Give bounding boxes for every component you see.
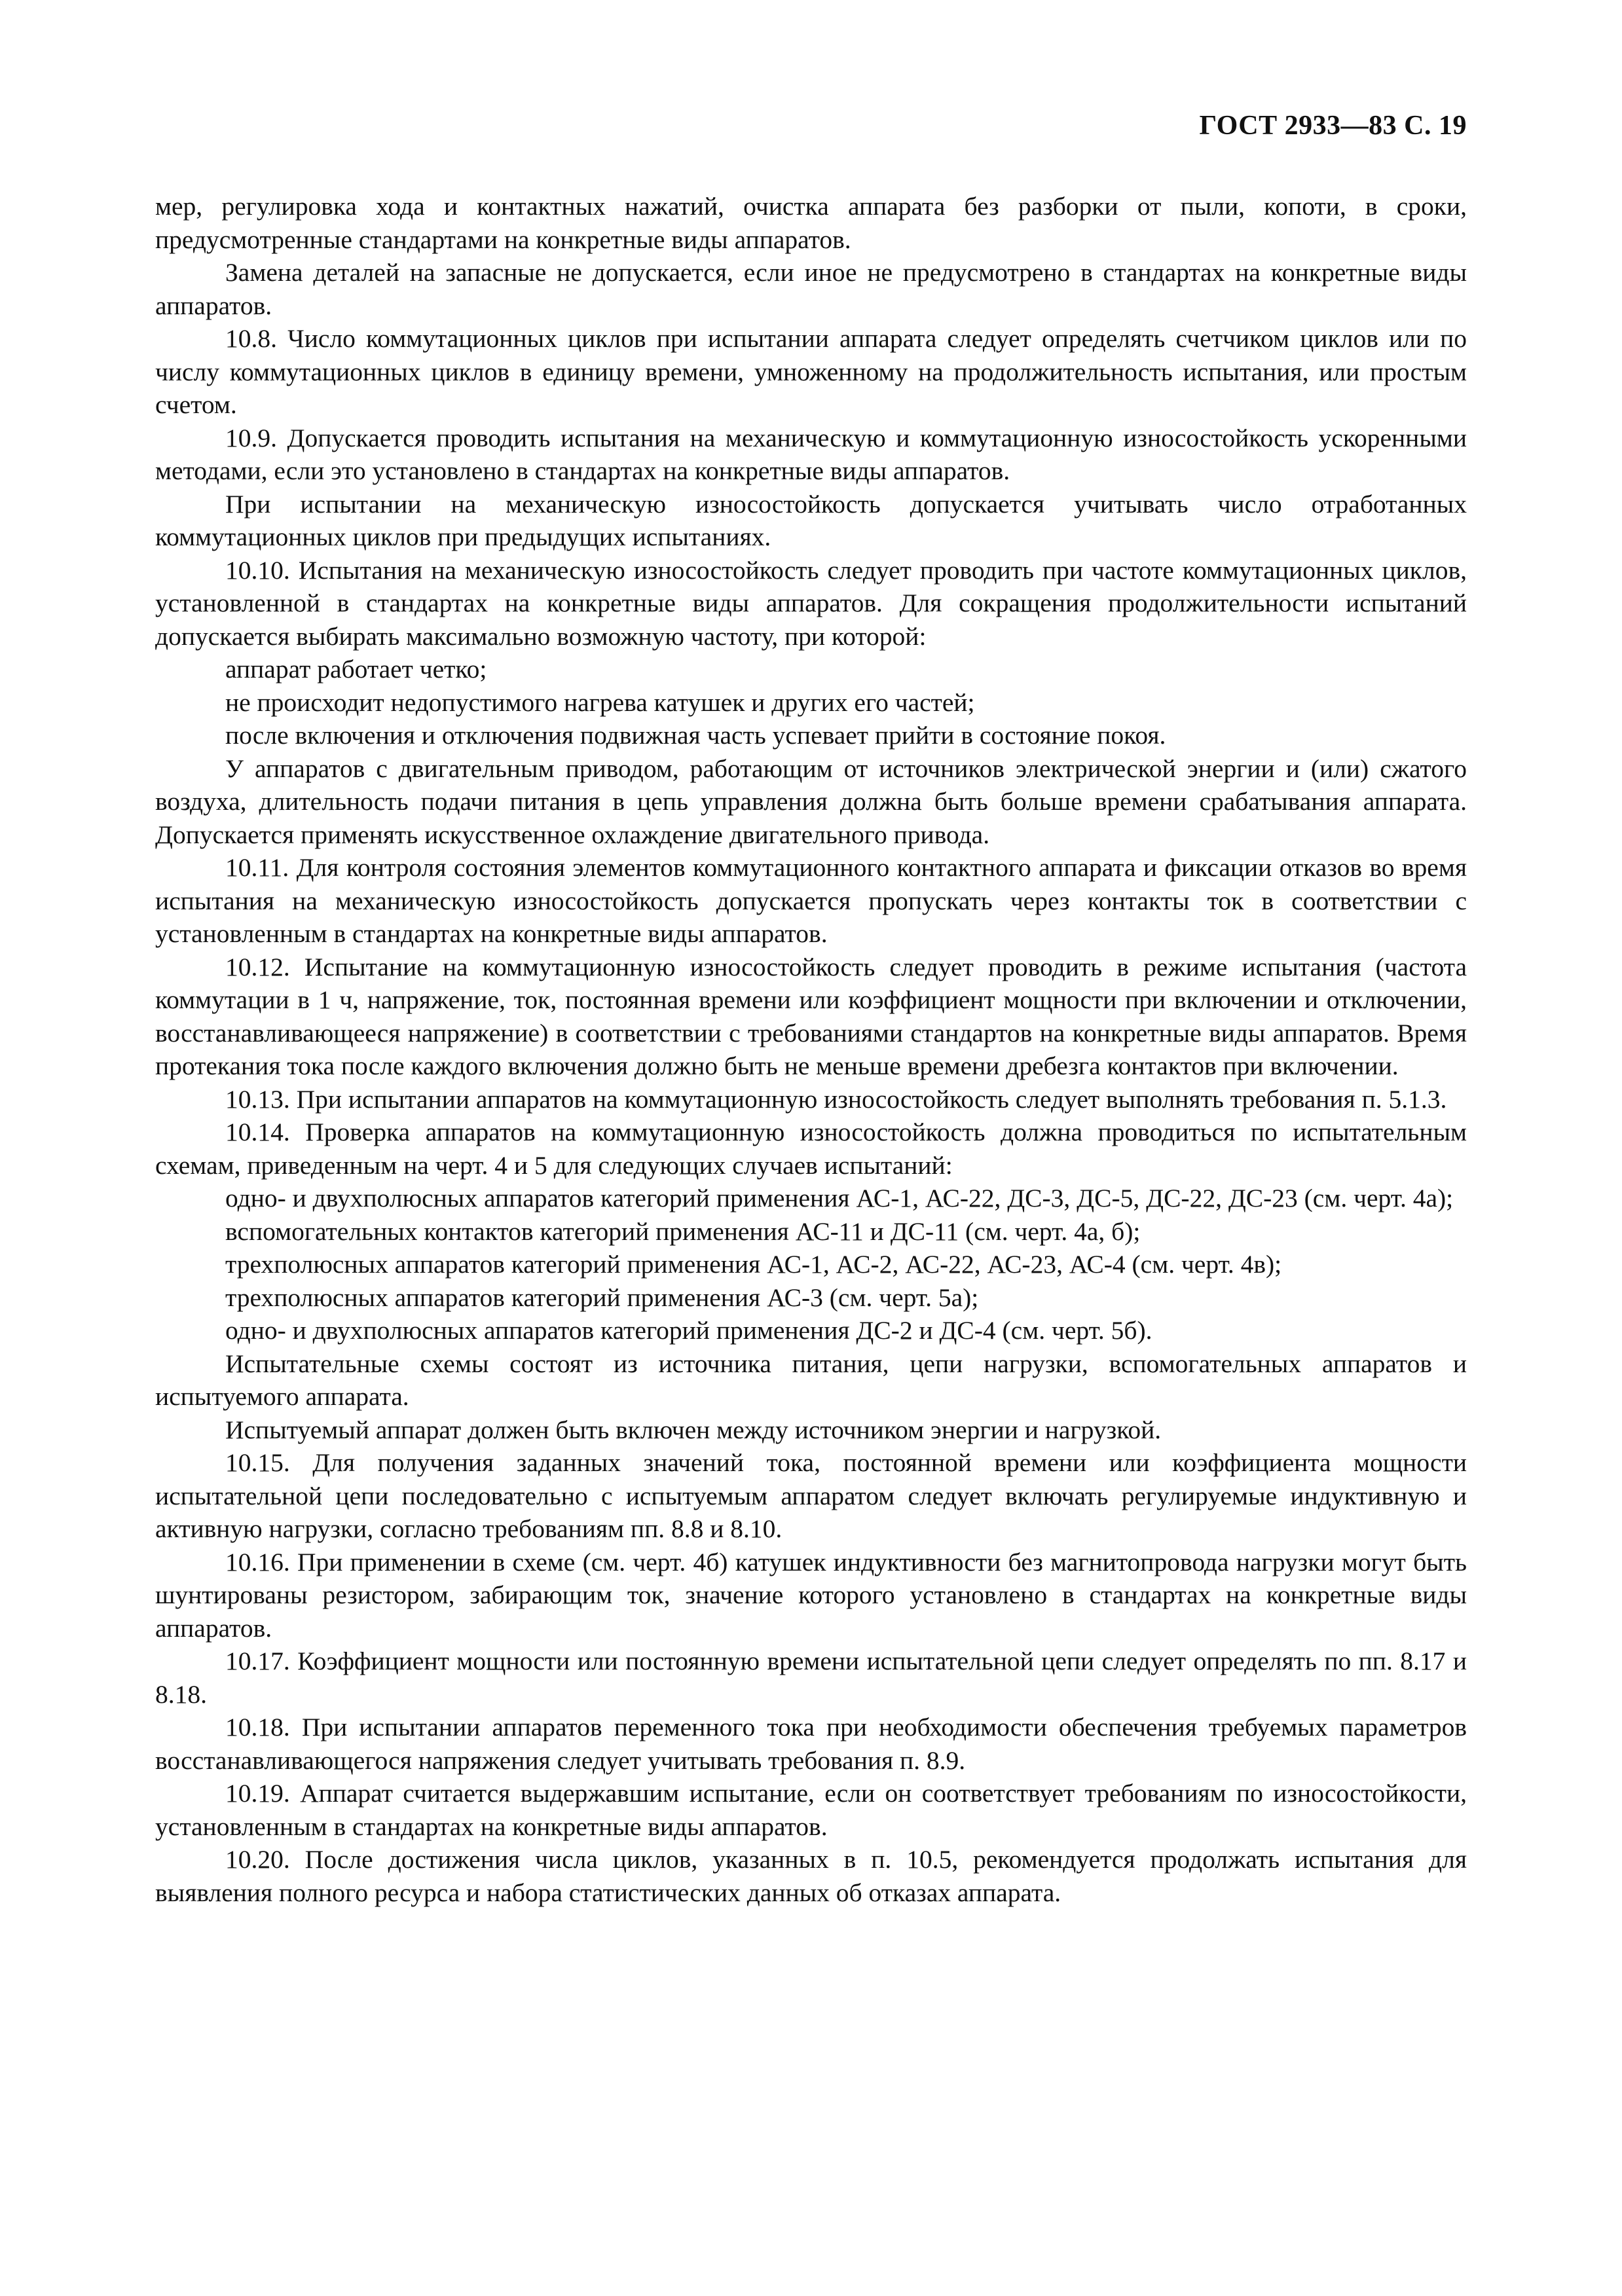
paragraph-10-10: 10.10. Испытания на механическую износостойкость следует проводить при частоте коммутационных циклов, установленной в стандартах на конкретные виды аппаратов. Для сокращения продолжительности испытаний допускается выбирать максимально возможную частоту, при которой: [155,555,1467,651]
paragraph: Замена деталей на запасные не допускается, если иное не предусмотрено в стандартах на конкретные виды аппаратов. [155,258,1467,320]
list-item: вспомогательных контактов категорий применения АС-11 и ДС-11 (см. черт. 4а, б); [225,1216,1141,1246]
paragraph-10-9: 10.9. Допускается проводить испытания на механическую и коммутационную износостойкость ускоренными методами, если это установлено в стандартах на конкретные виды аппаратов. [155,423,1467,485]
paragraph: Испытуемый аппарат должен быть включен между источником энергии и нагрузкой. [225,1415,1162,1444]
list-item: трехполюсных аппаратов категорий применения АС-1, АС-2, АС-22, АС-23, АС-4 (см. черт. 4в); [225,1250,1282,1279]
paragraph-10-19: 10.19. Аппарат считается выдержавшим испытание, если он соответствует требованиям по износостойкости, установленным в стандартах на конкретные виды аппаратов. [155,1779,1467,1841]
paragraph-10-18: 10.18. При испытании аппаратов переменного тока при необходимости обеспечения требуемых параметров восстанавливающегося напряжения следует учитывать требования п. 8.9. [155,1713,1467,1775]
paragraph: мер, регулировка хода и контактных нажатий, очистка аппарата без разборки от пыли, копоти, в сроки, предусмотренные стандартами на конкретные виды аппаратов. [155,192,1467,254]
list-item: не происходит недопустимого нагрева катушек и других его частей; [225,687,975,717]
paragraph: У аппаратов с двигательным приводом, работающим от источников электрической энергии и (или) сжатого воздуха, длительность подачи питания в цепь управления должна быть больше времени срабатывания аппарата. Допускается применять искусственное охлаждение двигательного привода. [155,754,1467,849]
document-body [155,190,1467,1909]
paragraph: Испытательные схемы состоят из источника питания, цепи нагрузки, вспомогательных аппаратов и испытуемого аппарата. [155,1349,1467,1411]
paragraph-10-12: 10.12. Испытание на коммутационную износостойкость следует проводить в режиме испытания (частота коммутации в 1 ч, напряжение, ток, постоянная времени или коэффициент мощности при включении и отключении, восстанавливающееся напряжение) в соответствии с требованиями стандартов на конкретные виды аппаратов. Время протекания тока после каждого включения должно быть не меньше времени дребезга контактов при включении. [155,952,1467,1080]
list-item: одно- и двухполюсных аппаратов категорий применения ДС-2 и ДС-4 (см. черт. 5б). [225,1316,1152,1345]
paragraph-10-16: 10.16. При применении в схеме (см. черт. 4б) катушек индуктивности без магнитопровода нагрузки могут быть шунтированы резистором, забирающим ток, значение которого установлено в стандартах на конкретные виды аппаратов. [155,1547,1467,1643]
list-item: трехполюсных аппаратов категорий применения АС-3 (см. черт. 5а); [225,1283,979,1312]
list-item: аппарат работает четко; [225,655,487,683]
paragraph-10-17: 10.17. Коэффициент мощности или постоянную времени испытательной цепи следует определять по пп. 8.17 и 8.18. [155,1647,1467,1709]
paragraph-10-11: 10.11. Для контроля состояния элементов коммутационного контактного аппарата и фиксации отказов во время испытания на механическую износостойкость допускается пропускать через контакты ток в соответствии с установленным в стандартах на конкретные виды аппаратов. [155,853,1467,948]
paragraph-10-20: 10.20. После достижения числа циклов, указанных в п. 10.5, рекомендуется продолжать испытания для выявления полного ресурса и набора статистических данных об отказах аппарата. [155,1845,1467,1907]
paragraph-10-8: 10.8. Число коммутационных циклов при испытании аппарата следует определять счетчиком циклов или по числу коммутационных циклов в единицу времени, умноженному на продолжительность испытания, или простым счетом. [155,324,1467,419]
paragraph-10-14: 10.14. Проверка аппаратов на коммутационную износостойкость должна проводиться по испытательным схемам, приведенным на черт. 4 и 5 для следующих случаев испытаний: [155,1118,1467,1180]
list-item: одно- и двухполюсных аппаратов категорий применения АС-1, АС-22, ДС-3, ДС-5, ДС-22, ДС-23 (см. черт. 4а); [225,1184,1454,1212]
paragraph-10-15: 10.15. Для получения заданных значений тока, постоянной времени или коэффициента мощности испытательной цепи последовательно с испытуемым аппаратом следует включать регулируемые индуктивную и активную нагрузки, согласно требованиям пп. 8.8 и 8.10. [155,1448,1467,1543]
paragraph-10-13: 10.13. При испытании аппаратов на коммутационную износостойкость следует выполнять требования п. 5.1.3. [225,1084,1447,1114]
paragraph: При испытании на механическую износостойкость допускается учитывать число отработанных коммутационных циклов при предыдущих испытаниях. [155,489,1467,551]
page-header: ГОСТ 2933—83 С. 19 [1199,111,1467,141]
list-item: после включения и отключения подвижная часть успевает прийти в состояние покоя. [225,721,1166,750]
